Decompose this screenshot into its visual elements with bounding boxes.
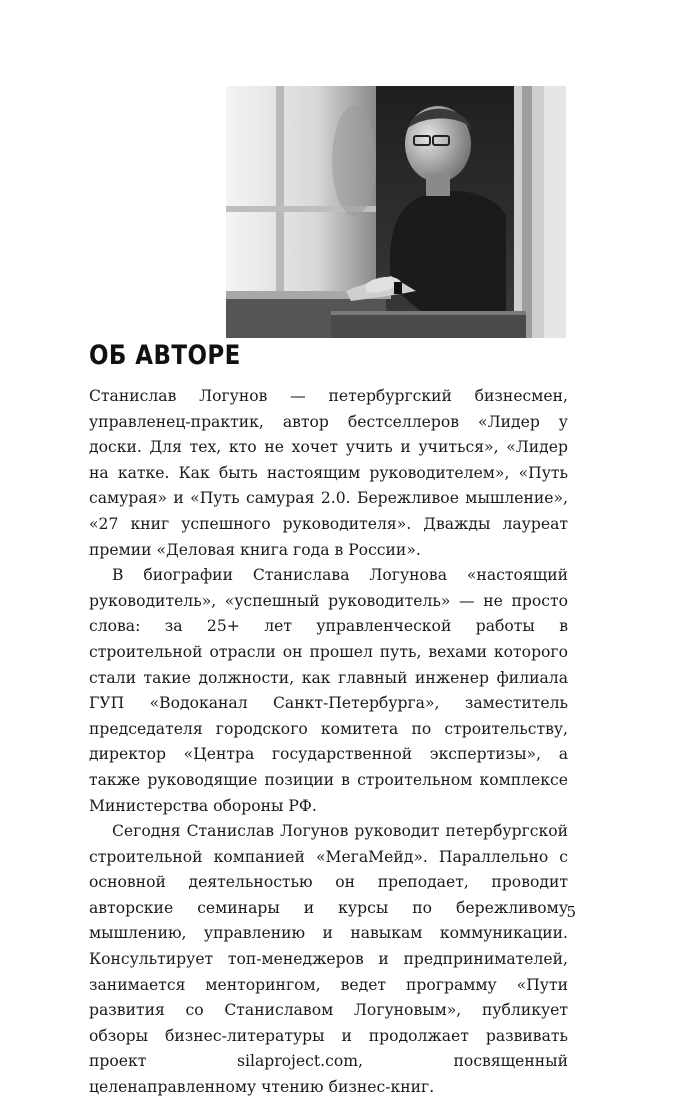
author-photo — [226, 86, 566, 338]
page-number: 5 — [566, 903, 576, 921]
paragraph: В биографии Станислава Логунова «настоящий руководитель», «успешный руководитель» — не просто слова: за 25+ лет управленческой работы в строительной отрасли он прошел путь, вехами которого стали такие должности, как главный инженер филиала ГУП «Водоканал Санкт-Петербурга», заместитель председателя городского комитета по строительству, директор «Центра государственной экспертизы», а также руководящие позиции в строительном комплексе Министерства обороны РФ. — [89, 566, 568, 815]
body-text — [89, 384, 568, 1101]
paragraph: Станислав Логунов — петербургский бизнесмен, управленец-практик, автор бестселлеров «Лидер у доски. Для тех, кто не хочет учить и учиться», «Лидер на катке. Как быть настоящим руководителем», «Путь самурая» и «Путь самурая 2.0. Бережливое мышление», «27 книг успешного руководителя». Дважды лауреат премии «Деловая книга года в России». — [89, 387, 568, 559]
section-heading: ОБ АВТОРЕ — [89, 340, 241, 371]
paragraph: Сегодня Станислав Логунов руководит петербургской строительной компанией «МегаМейд». Параллельно с основной деятельностью он преподает, проводит авторские семинары и курсы по бережливому мышлению, управлению и навыкам коммуникации. Консультирует топ-менеджеров и предпринимателей, занимается менторингом, ведет программу «Пути развития со Станиславом Логуновым», публикует обзоры бизнес-литературы и продолжает развивать проект silaproject.com, посвященный целенаправленному чтению бизнес-книг. — [89, 822, 568, 1097]
